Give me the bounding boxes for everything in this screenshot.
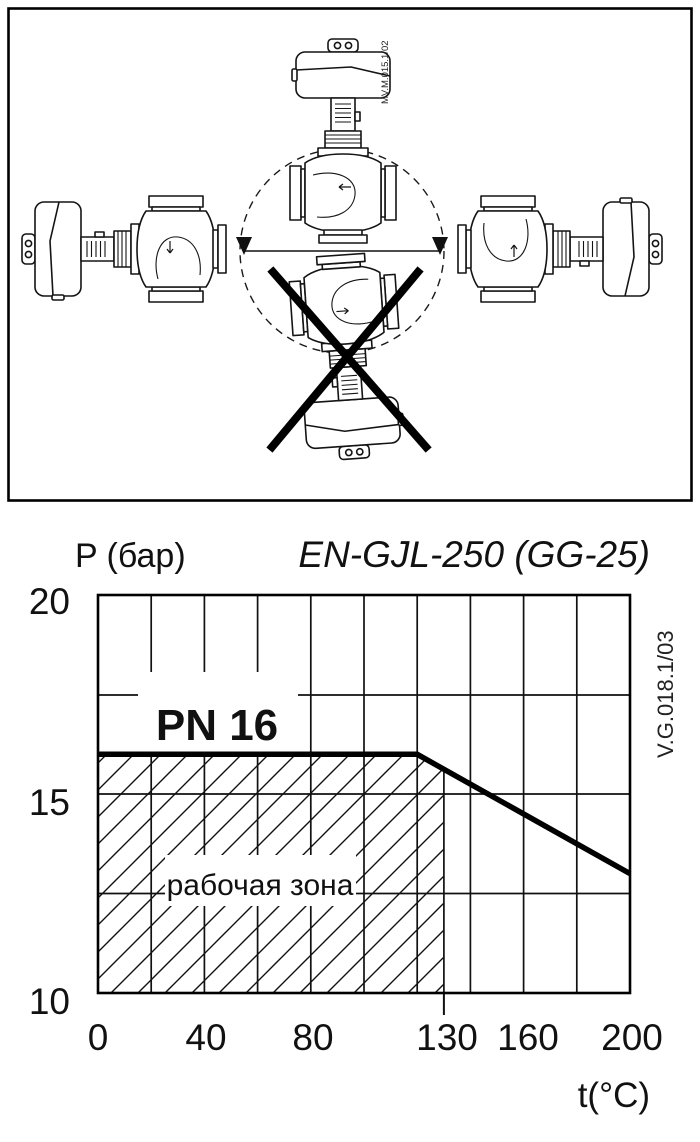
arrowhead-right-icon <box>432 237 448 255</box>
arrowhead-left-icon <box>236 237 252 255</box>
x-tick-160: 160 <box>497 1017 559 1058</box>
y-tick-10: 10 <box>28 981 70 1022</box>
x-tick-0: 0 <box>87 1017 109 1058</box>
x-tick-200: 200 <box>601 1017 663 1058</box>
chart-ylabel: P (бар) <box>75 537 186 575</box>
mounting-diagram <box>0 0 700 510</box>
working-zone-label: рабочая зона <box>166 869 354 902</box>
chart-title: EN-GJL-250 (GG-25) <box>298 534 650 575</box>
y-tick-15: 15 <box>28 782 70 823</box>
pn16-label: PN 16 <box>155 701 279 750</box>
x-tick-130: 130 <box>416 1017 478 1058</box>
chart-xlabel: t(°C) <box>577 1076 650 1115</box>
chart-drawing-number: V.G.018.1/03 <box>653 630 678 758</box>
x-tick-40: 40 <box>185 1017 227 1058</box>
diagram-drawing-number: MV.M.015.1/02 <box>380 40 391 104</box>
y-tick-20: 20 <box>28 581 70 622</box>
pt-chart <box>0 510 700 1142</box>
valve-assembly-left <box>22 196 226 302</box>
valve-assembly-right <box>458 196 662 302</box>
x-tick-80: 80 <box>292 1017 334 1058</box>
